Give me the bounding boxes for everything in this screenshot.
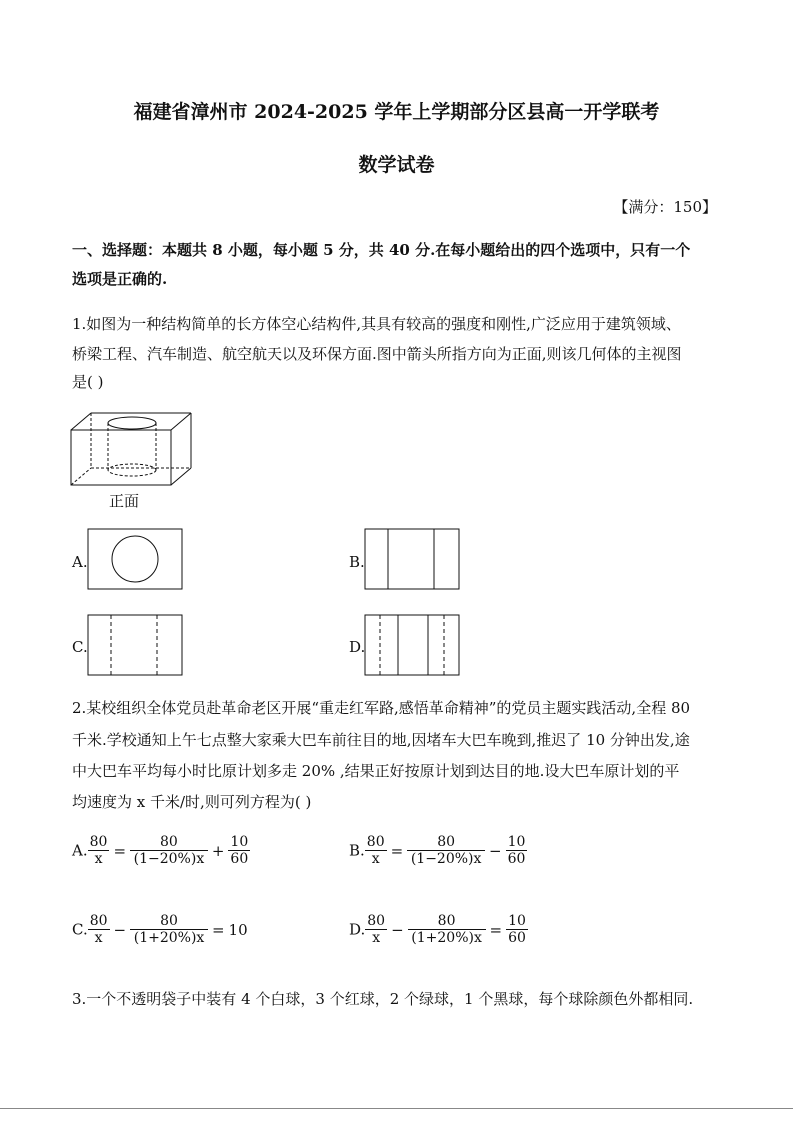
q2-text-line1: 2.某校组织全体党员赴革命老区开展“重走红军路,感悟革命精神”的党员主题实践活动,全程 80 [72, 699, 691, 717]
q2-option-b-label: B. [349, 841, 365, 860]
fraction: $\frac{80}{(1-20\%)x}$ [407, 834, 485, 867]
q1-option-b-figure [364, 528, 461, 591]
fraction: $\frac{80}{(1+20\%)x}$ [130, 913, 208, 946]
exam-subtitle: 数学试卷 [358, 154, 435, 176]
fraction: $\frac{80}{(1+20\%)x}$ [408, 913, 486, 946]
q1-option-a-label[interactable]: A. [72, 553, 88, 571]
full-score: 【满分：150】 [613, 198, 717, 216]
q2-option-a-label: A. [72, 841, 88, 860]
q2-text-line4: 均速度为 x 千米/时,则可列方程为( ) [72, 793, 312, 811]
fraction: $\frac{80}{x}$ [366, 834, 385, 867]
fraction: $\frac{80}{x}$ [367, 913, 386, 946]
page-bottom-divider [0, 1108, 793, 1109]
q1-text-line2: 桥梁工程、汽车制造、航空航天以及环保方面.图中箭头所指方向为正面,则该几何体的主视图 [72, 345, 682, 363]
q2-option-a[interactable]: A. $\frac{80}{x}$ = $\frac{80}{(1-20\%)x}$ + $\frac{10}{60}$ [72, 834, 249, 867]
q1-text-line3: 是( ) [72, 373, 104, 391]
q2-option-d-label: D. [349, 920, 366, 939]
q2-option-b[interactable]: B. $\frac{80}{x}$ = $\frac{80}{(1-20\%)x}$ − $\frac{10}{60}$ [349, 834, 526, 867]
q1-figure-front-label: 正面 [109, 492, 140, 510]
q2-option-c[interactable]: C. $\frac{80}{x}$ − $\frac{80}{(1+20\%)x}$ = 10 [72, 913, 248, 946]
q2-text-line3: 中大巴车平均每小时比原计划多走 20% ,结果正好按原计划到达目的地.设大巴车原计划的平 [72, 762, 680, 780]
fraction: $\frac{10}{60}$ [507, 834, 526, 867]
fraction: $\frac{10}{60}$ [508, 913, 526, 946]
fraction: $\frac{10}{60}$ [230, 834, 249, 867]
exam-title: 福建省漳州市 2024-2025 学年上学期部分区县高一开学联考 [133, 101, 660, 123]
q1-option-b-label[interactable]: B. [349, 553, 365, 571]
fraction: $\frac{80}{(1-20\%)x}$ [130, 834, 208, 867]
q1-option-c-figure [87, 614, 184, 677]
q1-option-d-figure [364, 614, 461, 677]
section-instructions-line2: 选项是正确的. [72, 270, 168, 288]
q2-text-line2: 千米.学校通知上午七点整大家乘大巴车前往目的地,因堵车大巴车晚到,推迟了 10 分钟出发,途 [72, 731, 690, 749]
q1-option-c-label[interactable]: C. [72, 638, 88, 656]
q3-text-line1: 3.一个不透明袋子中装有 4 个白球，3 个红球，2 个绿球，1 个黑球，每个球除颜色外都相同. [72, 990, 694, 1008]
q2-option-c-label: C. [72, 920, 88, 939]
fraction: $\frac{80}{x}$ [89, 834, 108, 867]
fraction: $\frac{80}{x}$ [89, 913, 108, 946]
q2-option-d[interactable]: D. $\frac{80}{x}$ − $\frac{80}{(1+20\%)x}$ = $\frac{10}{60}$ [349, 913, 526, 946]
q1-option-a-figure [87, 528, 184, 591]
section-instructions-line1: 一、选择题：本题共 8 小题，每小题 5 分，共 40 分.在每小题给出的四个选项中，只有一个 [72, 241, 691, 259]
q1-text-line1: 1.如图为一种结构简单的长方体空心结构件,其具有较高的强度和刚性,广泛应用于建筑领域、 [72, 315, 681, 333]
q1-figure-cuboid [70, 410, 195, 490]
q1-option-d-label[interactable]: D. [349, 638, 366, 656]
